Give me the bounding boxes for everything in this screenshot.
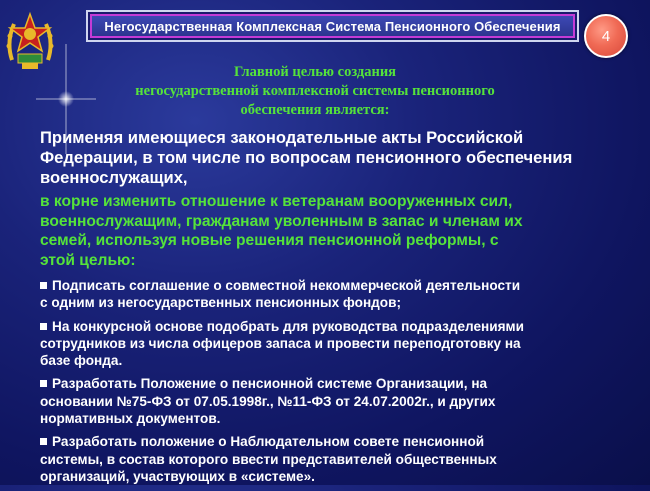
list-item-line: нормативных документов. — [40, 411, 221, 427]
list-item-text: Разработать положение о Наблюдательном совете пенсионной — [52, 434, 485, 450]
list-item-text: Разработать Положение о пенсионной системе Организации, на — [52, 376, 488, 392]
list-item-line — [40, 318, 640, 335]
list-item-line — [40, 277, 640, 294]
list-item-line: с одним из негосударственных пенсионных фондов; — [40, 295, 401, 311]
header-banner-inner — [90, 14, 575, 38]
goal-line: военнослужащим, гражданам уволенным в запас и членам их — [40, 212, 523, 230]
goal-heading-line: негосударственной комплексной системы пенсионного — [135, 83, 495, 99]
header-banner — [86, 10, 579, 42]
list-item-line — [40, 375, 640, 392]
list-item — [40, 375, 640, 427]
header-title: Негосударственная Комплексная Система Пенсионного Обеспечения — [104, 18, 561, 34]
goal-line: в корне изменить отношение к ветеранам вооруженных сил, — [40, 193, 513, 210]
intro-line: военнослужащих, — [40, 168, 188, 187]
bullet-square-icon — [40, 438, 47, 445]
list-item-text: Подписать соглашение о совместной некоммерческой деятельности — [52, 278, 521, 293]
list-item-line: основании №75-ФЗ от 07.05.1998г., №11-ФЗ от 24.07.2002г., и других — [40, 393, 496, 409]
list-item-line: системы, в состав которого ввести представителей общественных — [40, 451, 497, 467]
list-item-text: На конкурсной основе подобрать для руководства подразделениями — [52, 318, 524, 334]
task-list — [40, 277, 640, 491]
goal-heading-line: Главной целью создания — [233, 64, 397, 80]
intro-line: Применяя имеющиеся законодательные акты Российской — [40, 128, 524, 147]
intro-paragraph — [40, 128, 640, 188]
list-item-line — [40, 433, 640, 450]
goal-heading — [70, 63, 560, 120]
page-number: 4 — [601, 27, 611, 45]
bullet-square-icon — [40, 380, 47, 387]
intro-line: Федерации, в том числе по вопросам пенсионного обеспечения — [40, 148, 573, 167]
military-emblem-icon — [4, 10, 56, 72]
list-item-line: организаций, участвующих в «системе». — [40, 468, 315, 484]
goal-line: семей, используя новые решения пенсионной реформы, с — [40, 232, 499, 249]
goal-paragraph — [40, 192, 640, 270]
page-number-badge — [584, 14, 628, 58]
bullet-square-icon — [40, 282, 47, 289]
goal-heading-line: обеспечения является: — [240, 102, 390, 118]
list-item — [40, 277, 640, 312]
list-item — [40, 318, 640, 370]
bullet-square-icon — [40, 323, 47, 330]
goal-line: этой целью: — [40, 251, 136, 269]
list-item-line: сотрудников из числа офицеров запаса и провести переподготовку на — [40, 335, 521, 351]
list-item — [40, 433, 640, 485]
list-item-line: базе фонда. — [40, 353, 123, 369]
